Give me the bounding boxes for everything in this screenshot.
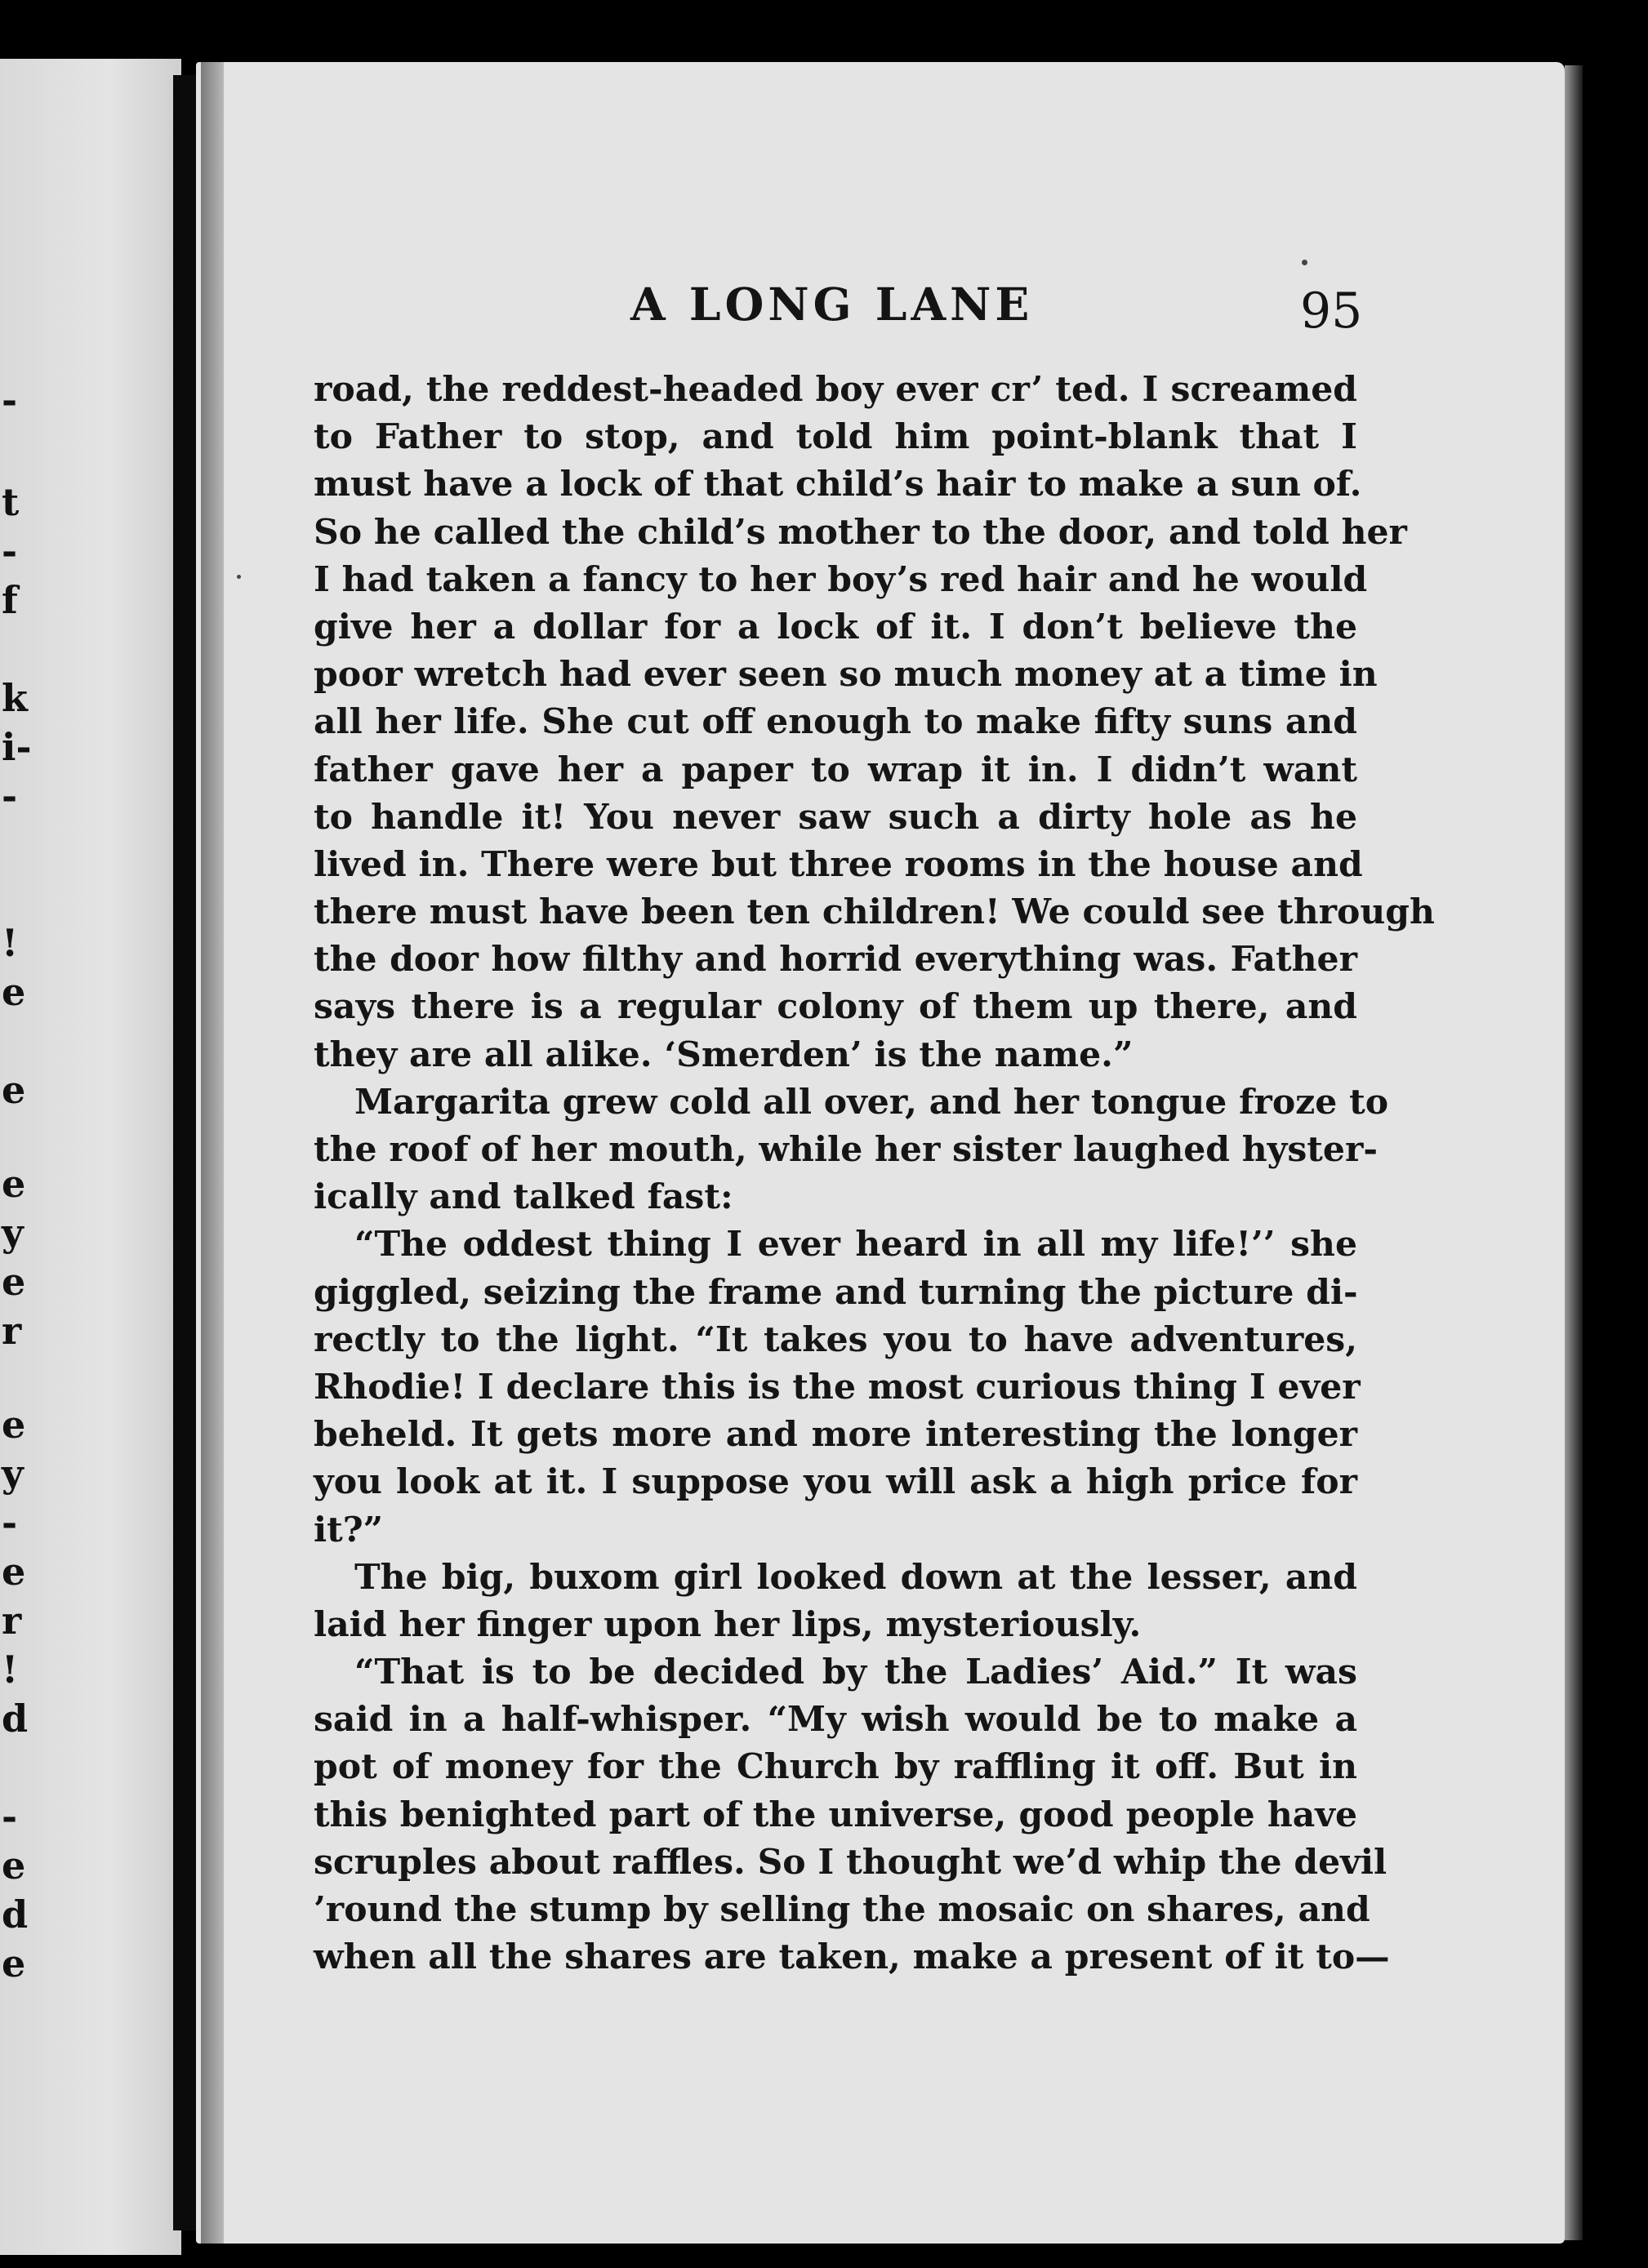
text-line: to handle it! You never saw such a dirty hole as he — [314, 796, 1357, 838]
text-line: lived in. There were but three rooms in the house and — [314, 843, 1363, 885]
text-line: they are all alike. ‘Smerden’ is the name.” — [314, 1034, 1134, 1075]
left-page-fragment: y — [2, 1211, 24, 1255]
left-page-fragment: e — [2, 970, 26, 1014]
left-page-fragment: - — [2, 1501, 18, 1545]
text-line: “That is to be decided by the Ladies’ Aid.” It was — [354, 1652, 1357, 1693]
text-line: road, the reddest-headed boy ever cr’ ted. I screamed — [314, 369, 1357, 410]
text-line: giggled, seizing the frame and turning the picture di- — [314, 1271, 1358, 1313]
left-page-fragment: t — [2, 480, 20, 524]
left-page-fragment: ! — [2, 921, 19, 965]
left-page-fragment: d — [2, 1892, 29, 1937]
text-line: rectly to the light. “It takes you to have adventures, — [314, 1319, 1357, 1360]
left-page-fragment: d — [2, 1697, 29, 1741]
text-line: ically and talked fast: — [314, 1176, 733, 1218]
body-text — [314, 366, 1435, 1981]
text-line: to Father to stop, and told him point-blank that I — [314, 416, 1357, 458]
text-line: the door how filthy and horrid everything was. Father — [314, 939, 1357, 981]
left-page-fragment: e — [2, 1162, 26, 1206]
text-line: you look at it. I suppose you will ask a high price for — [314, 1461, 1357, 1503]
text-line: father gave her a paper to wrap it in. I didn’t want — [314, 749, 1357, 790]
text-line: all her life. She cut off enough to make fifty suns and — [314, 701, 1357, 743]
text-line: Margarita grew cold all over, and her tongue froze to — [354, 1081, 1389, 1123]
speck — [237, 575, 241, 579]
left-page-fragment: - — [2, 1794, 18, 1839]
text-line: beheld. It gets more and more interesting the longer — [314, 1414, 1357, 1456]
text-line: the roof of her mouth, while her sister laughed hyster- — [314, 1129, 1378, 1170]
left-page-fragment: - — [2, 378, 18, 422]
gutter-fold — [201, 62, 224, 2244]
text-line: when all the shares are taken, make a present of it to— — [314, 1937, 1390, 1978]
page-edge — [1565, 65, 1583, 2240]
left-page-fragment: r — [2, 1599, 22, 1643]
left-page-fragment: e — [2, 1550, 26, 1594]
text-line: scruples about raffles. So I thought we’d whip the devil — [314, 1841, 1387, 1883]
text-line: pot of money for the Church by raffling it off. But in — [314, 1746, 1357, 1788]
left-page-fragment: e — [2, 1843, 26, 1888]
text-line: poor wretch had ever seen so much money at a time in — [314, 654, 1378, 696]
left-page — [0, 59, 181, 2255]
left-page-fragment: f — [2, 578, 18, 622]
text-line: this benighted part of the universe, good people have — [314, 1794, 1357, 1835]
left-page-fragment: e — [2, 1068, 26, 1112]
left-page-fragment: i- — [2, 725, 32, 769]
text-line: So he called the child’s mother to the door, and told her — [314, 511, 1407, 553]
left-page-fragment: e — [2, 1260, 26, 1304]
text-line: ’round the stump by selling the mosaic on shares, and — [314, 1889, 1370, 1930]
page-number: 95 — [1300, 282, 1363, 340]
left-page-fragment: e — [2, 1403, 26, 1447]
left-page-fragment: - — [2, 529, 18, 573]
left-page-fragment: k — [2, 676, 28, 720]
text-line: says there is a regular colony of them up there, and — [314, 986, 1357, 1028]
left-page-fragment: r — [2, 1309, 22, 1353]
text-line: there must have been ten children! We could see through — [314, 892, 1435, 933]
running-title: A LONG LANE — [630, 278, 1034, 331]
page-header — [0, 278, 1648, 343]
left-page-fragments — [0, 59, 32, 2255]
left-page-fragment: - — [2, 774, 18, 818]
text-line: “The oddest thing I ever heard in all my life!’’ she — [354, 1224, 1357, 1265]
text-line: Rhodie! I declare this is the most curious thing I ever — [314, 1366, 1361, 1407]
text-line: The big, buxom girl looked down at the lesser, and — [354, 1556, 1357, 1598]
text-line: must have a lock of that child’s hair to make a sun of. — [314, 464, 1362, 505]
left-page-fragment: ! — [2, 1648, 19, 1692]
text-line: it?” — [314, 1509, 384, 1550]
text-line: said in a half-whisper. “My wish would be to make a — [314, 1699, 1357, 1741]
text-line: give her a dollar for a lock of it. I don’t believe the — [314, 606, 1357, 647]
speck — [1302, 260, 1307, 265]
text-line: laid her finger upon her lips, mysteriously. — [314, 1603, 1142, 1645]
left-page-fragment: e — [2, 1941, 26, 1986]
text-line: I had taken a fancy to her boy’s red hair and he would — [314, 558, 1368, 600]
left-page-fragment: y — [2, 1452, 24, 1496]
